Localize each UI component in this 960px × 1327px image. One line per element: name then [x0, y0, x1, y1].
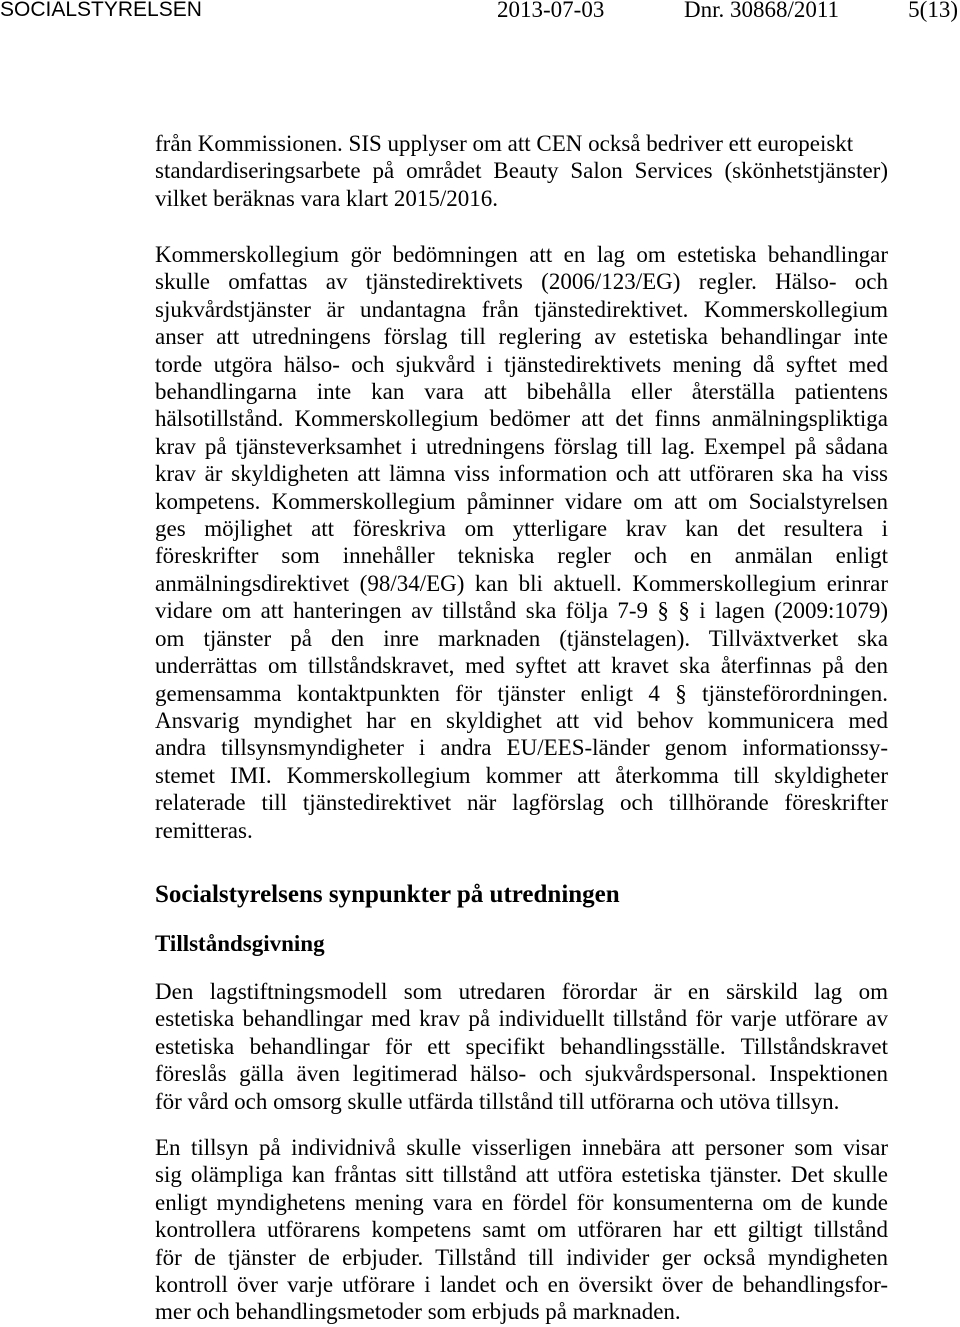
text-line: kompetens. Kommerskollegium påminner vidare om att om Socialstyrelsen [155, 488, 888, 514]
paragraph [155, 241, 888, 844]
paragraph [155, 978, 888, 1115]
text-line: sjukvårdstjänster är undantagna från tjänstedirektivet. Kommerskollegium [155, 296, 888, 322]
text-line: kontroll över varje utförare i landet och en översikt över de behandlingsfor- [155, 1272, 888, 1298]
text-line: från Kommissionen. SIS upplyser om att CEN också bedriver ett europeiskt [155, 131, 854, 156]
text-line: krav är skyldigheten att lämna viss information och att utföraren ska ha viss [155, 461, 888, 487]
text-line: sig olämpliga kan fråntas sitt tillstånd att utföra estetiska tjänster. Det skulle [155, 1162, 888, 1188]
text-line: vidare om att hanteringen av tillstånd ska följa 7-9 § § i lagen (2009:1079) [155, 598, 888, 624]
text-line: estetiska behandlingar med krav på individuellt tillstånd för varje utförare av [155, 1006, 888, 1032]
text-line: remitteras. [155, 817, 253, 843]
text-line: för vård och omsorg skulle utfärda tillstånd till utförarna och utöva tillsyn. [155, 1088, 840, 1114]
text-line: föreslås gälla även legitimerad hälso- och sjukvårdspersonal. Inspektionen [155, 1061, 888, 1087]
paragraph [155, 130, 888, 212]
text-line: En tillsyn på individnivå skulle visserligen innebära att personer som visar [155, 1135, 888, 1160]
text-line: Den lagstiftningsmodell som utredaren förordar är en särskild lag om [155, 979, 888, 1004]
text-line: vilket beräknas vara klart 2015/2016. [155, 185, 498, 211]
page-header [0, 0, 960, 22]
text-line: ges möjlighet att föreskriva om ytterligare krav kan det resultera i [155, 516, 888, 542]
text-line: estetiska behandlingar för ett specifikt behandlingsställe. Tillståndskravet [155, 1033, 888, 1059]
text-line: för de tjänster de erbjuder. Tillstånd till individer ger också myndigheten [155, 1244, 888, 1270]
text-line: anser att utredningens förslag till reglering av estetiska behandlingar inte [155, 324, 888, 350]
text-line: behandlingarna inte kan vara att bibehålla eller återställa patientens [155, 379, 888, 405]
text-line: andra tillsynsmyndigheter i andra EU/EES-länder genom informationssy- [155, 735, 888, 761]
text-line: gemensamma kontaktpunkten för tjänster enligt 4 § tjänsteförordningen. [155, 680, 888, 706]
text-line: kontrollera utförarens kompetens samt om utföraren har ett giltigt tillstånd [155, 1217, 888, 1243]
text-line: föreskrifter som innehåller tekniska regler och en anmälan enligt [155, 543, 888, 569]
text-line: Kommerskollegium gör bedömningen att en lag om estetiska behandlingar [155, 242, 888, 267]
section-heading: Socialstyrelsens synpunkter på utredningen [155, 881, 620, 908]
text-line: skulle omfattas av tjänstedirektivets (2006/123/EG) regler. Hälso- och [155, 269, 888, 295]
text-line: relaterade till tjänstedirektivet när lagförslag och tillhörande föreskrifter [155, 790, 888, 816]
text-line: hälsotillstånd. Kommerskollegium bedömer att det finns anmälningspliktiga [155, 406, 888, 432]
header-page-number: 5(13) [908, 0, 958, 22]
text-line: anmälningsdirektivet (98/34/EG) kan bli aktuell. Kommerskollegium erinrar [155, 570, 888, 596]
text-line: underrättas om tillståndskravet, med syftet att kravet ska återfinnas på den [155, 653, 888, 679]
text-line: om tjänster på den inre marknaden (tjänstelagen). Tillväxtverket ska [155, 625, 888, 651]
text-line: mer och behandlingsmetoder som erbjuds på marknaden. [155, 1299, 681, 1325]
text-line: stemet IMI. Kommerskollegium kommer att återkomma till skyldigheter [155, 762, 888, 788]
header-diary-number: Dnr. 30868/2011 [684, 0, 840, 22]
text-line: Ansvarig myndighet har en skyldighet att vid behov kommunicera med [155, 707, 888, 733]
text-line: enligt myndighetens mening vara en fördel för konsumenterna om de kunde [155, 1189, 888, 1215]
subsection-heading: Tillståndsgivning [155, 931, 325, 956]
text-line: standardiseringsarbete på området Beauty Salon Services (skönhetstjänster) [155, 158, 888, 184]
header-organization: SOCIALSTYRELSEN [0, 0, 202, 21]
text-line: krav på tjänsteverksamhet i utredningens förslag till lag. Exempel på sådana [155, 433, 888, 459]
text-line: torde utgöra hälso- och sjukvård i tjänstedirektivets mening då syftet med [155, 351, 888, 377]
header-date: 2013-07-03 [497, 0, 605, 22]
paragraph [155, 1134, 888, 1326]
